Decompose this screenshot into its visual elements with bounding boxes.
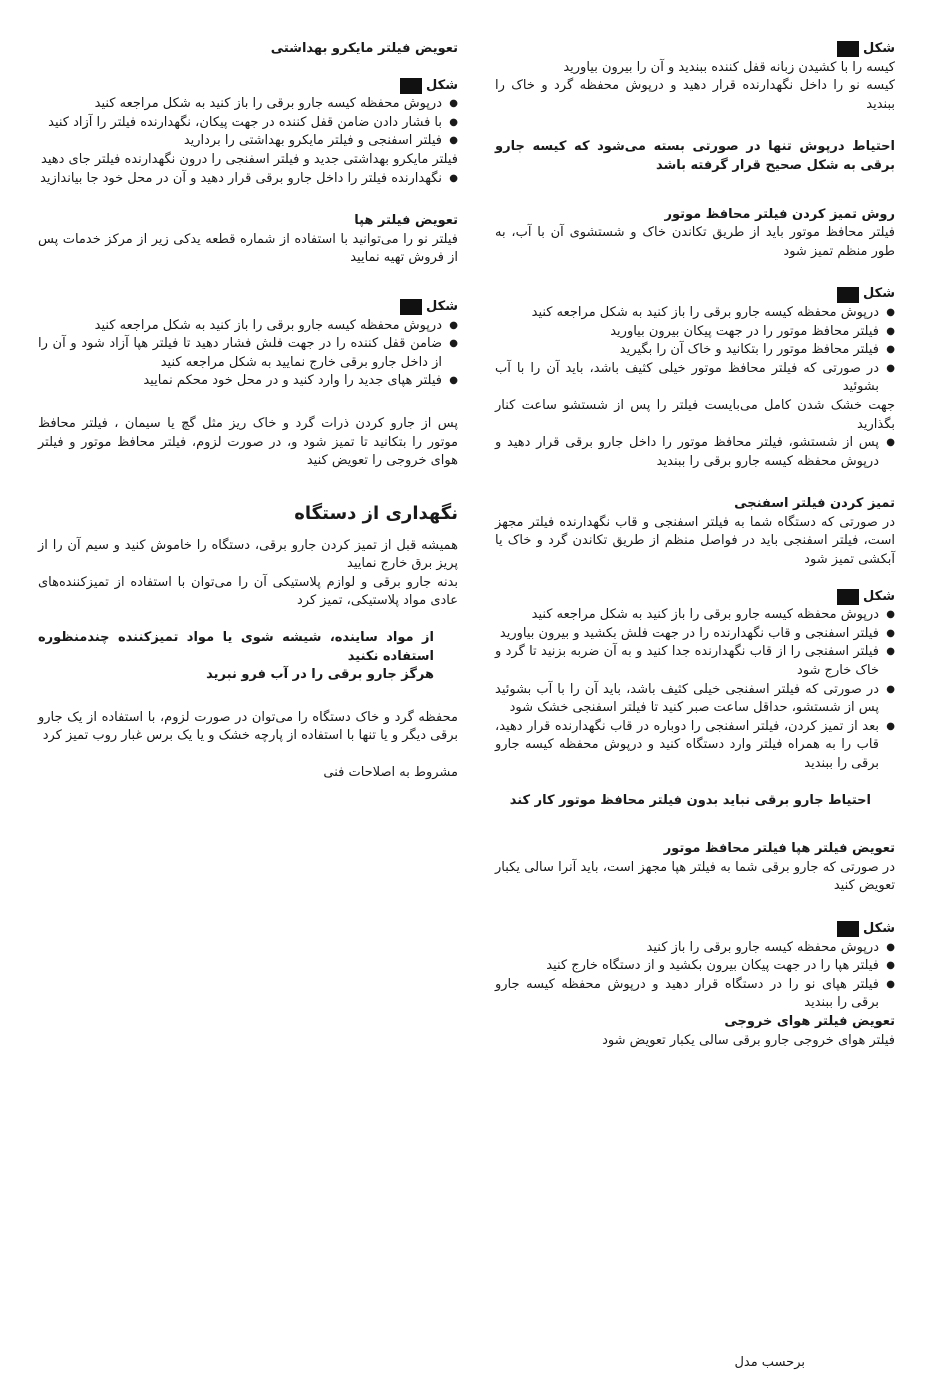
paragraph: کیسه نو را داخل نگهدارنده قرار دهید و درپوش محفظه گرد و خاک را ببندید bbox=[495, 78, 895, 112]
section-title: تعویض فیلتر هوای خروجی bbox=[724, 1013, 895, 1029]
list-item: ● درپوش محفظه کیسه جارو برقی را باز کنید bbox=[495, 939, 895, 958]
list-item: ● بعد از تمیز کردن، فیلتر اسفنجی را دوباره در قاب نگهدارنده قرار دهید، قاب را به همراه فیلتر وارد دستگاه کنید و درپوش محفظه کیسه جارو برقی را ببندید bbox=[495, 718, 895, 774]
list-item: ● درپوش محفظه کیسه جارو برقی را باز کنید به شکل مراجعه کنید bbox=[38, 317, 458, 336]
caution-note: احتیاط درپوش تنها در صورتی بسته می‌شود که کیسه جارو برقی به شکل صحیح قرار گرفته باشد bbox=[495, 139, 895, 173]
note-text: جهت خشک شدن کامل می‌بایست فیلتر را پس از شستشو ساعت کنار بگذارید bbox=[495, 397, 895, 432]
warning-note: هرگز جارو برقی را در آب فرو نبرید bbox=[206, 667, 434, 683]
figure-number-box bbox=[837, 287, 859, 303]
bullet-list bbox=[495, 304, 895, 397]
figure-label: شکل bbox=[495, 40, 895, 59]
list-item: ● فیلتر هپا را در جهت پیکان بیرون بکشید و از دستگاه خارج کنید bbox=[495, 957, 895, 976]
paragraph: فیلتر محافظ موتور باید از طریق تکاندن خاک و شستشوی آن با آب، به طور منظم تمیز شود bbox=[495, 225, 895, 259]
figure-label: شکل bbox=[495, 920, 895, 939]
section-title: تعویض فیلتر هپا فیلتر محافظ موتور bbox=[663, 841, 895, 857]
bullet-list bbox=[495, 434, 895, 471]
subject-note: مشروط به اصلاحات فنی bbox=[323, 765, 458, 781]
paragraph: همیشه قبل از تمیز کردن جارو برقی، دستگاه را خاموش کنید و سیم آن را از پریز برق خارج نمایید bbox=[38, 537, 458, 572]
list-item: ● درپوش محفظه کیسه جارو برقی را باز کنید به شکل مراجعه کنید bbox=[495, 606, 895, 625]
figure-number-box bbox=[400, 78, 422, 94]
warning-note: از مواد ساینده، شیشه شوی یا مواد تمیزکننده چندمنظوره استفاده نکنید bbox=[38, 630, 434, 664]
figure-label: شکل bbox=[495, 588, 895, 607]
note-text: فیلتر مایکرو بهداشتی جدید و فیلتر اسفنجی را درون نگهدارنده فیلتر جای دهید bbox=[41, 151, 458, 167]
footer-note: برحسب مدل bbox=[734, 1355, 805, 1370]
list-item: ● نگهدارنده فیلتر را داخل جارو برقی قرار دهید و آن در محل خود جا بیاندازید bbox=[38, 170, 458, 189]
figure-label: شکل bbox=[38, 77, 458, 96]
list-item: ● فیلتر اسفنجی و فیلتر مایکرو بهداشتی را بردارید bbox=[38, 132, 458, 151]
list-item: ● درپوش محفظه کیسه جارو برقی را باز کنید به شکل مراجعه کنید bbox=[38, 95, 458, 114]
list-item: ● فیلتر اسفنجی را از قاب نگهدارنده جدا کنید و به آن ضربه بزنید تا گرد و خاک خارج شود bbox=[495, 643, 895, 680]
list-item: ● فیلتر هپای جدید را وارد کنید و در محل خود محکم نمایید bbox=[38, 372, 458, 391]
paragraph: در صورتی که جارو برقی شما به فیلتر هپا مجهز است، باید آنرا سالی یکبار تعویض کنید bbox=[495, 859, 895, 894]
section-title: تعویض فیلتر مایکرو بهداشتی bbox=[270, 41, 458, 56]
figure-number-box bbox=[837, 589, 859, 605]
paragraph: محفظه گرد و خاک دستگاه را می‌توان در صورت لزوم، با استفاده از یک جارو برقی دیگر و یا تنها با استفاده از پارچه خشک و یا یک برس غبار روب تمیز کرد bbox=[38, 709, 458, 744]
maintenance-heading: نگهداری از دستگاه bbox=[294, 502, 458, 524]
list-item: ● با فشار دادن ضامن قفل کننده در جهت پیکان، نگهدارنده فیلتر را آزاد کنید bbox=[38, 114, 458, 133]
figure-number-box bbox=[837, 921, 859, 937]
bullet-list bbox=[495, 939, 895, 1013]
figure-label: شکل bbox=[38, 298, 458, 317]
list-item: ● فیلتر هپای نو را در دستگاه قرار دهید و درپوش محفظه کیسه جارو برقی را ببندید bbox=[495, 976, 895, 1013]
left-column bbox=[38, 40, 458, 783]
list-item: ● درپوش محفظه کیسه جارو برقی را باز کنید به شکل مراجعه کنید bbox=[495, 304, 895, 323]
figure-label: شکل bbox=[495, 285, 895, 304]
figure-number-box bbox=[400, 299, 422, 315]
paragraph: کیسه را با کشیدن زبانه قفل کننده ببندید و آن را بیرون بیاورید bbox=[563, 59, 895, 75]
list-item: ● فیلتر محافظ موتور را در جهت پیکان بیرون بیاورید bbox=[495, 323, 895, 342]
caution-note: احتیاط جارو برقی نباید بدون فیلتر محافظ موتور کار کند bbox=[509, 792, 871, 808]
list-item: ● فیلتر محافظ موتور را بتکانید و خاک آن را بگیرید bbox=[495, 341, 895, 360]
figure-number-box bbox=[837, 41, 859, 57]
paragraph: فیلتر هوای خروجی جارو برقی سالی یکبار تعویض شود bbox=[602, 1032, 895, 1048]
list-item: ● فیلتر اسفنجی و قاب نگهدارنده را در جهت فلش بکشید و بیرون بیاورید bbox=[495, 625, 895, 644]
bullet-list bbox=[38, 317, 458, 391]
paragraph: در صورتی که دستگاه شما به فیلتر اسفنجی و قاب نگهدارنده فیلتر مجهز است، فیلتر اسفنجی باید در فواصل منظم از طریق تکاندن گرد و خاک یا آبکشی تمیز شود bbox=[495, 514, 895, 568]
right-column bbox=[495, 40, 895, 1050]
bullet-list bbox=[38, 95, 458, 151]
paragraph: بدنه جارو برقی و لوازم پلاستیکی آن را می‌توان با استفاده از تمیزکننده‌های عادی مواد پلاستیکی، تمیز کرد bbox=[38, 574, 458, 609]
bullet-list bbox=[495, 606, 895, 773]
section-title: تمیز کردن فیلتر اسفنجی bbox=[734, 496, 895, 512]
list-item: ● پس از شستشو، فیلتر محافظ موتور را داخل جارو برقی قرار دهید و درپوش محفظه کیسه جارو برقی را ببندید bbox=[495, 434, 895, 471]
bullet-list bbox=[38, 170, 458, 189]
section-title: تعویض فیلتر هپا bbox=[354, 213, 458, 229]
list-item: ● در صورتی که فیلتر اسفنجی خیلی کثیف باشد، باید آن را با آب بشوئید پس از شستشو، حداقل ساعت صبر کنید تا فیلتر اسفنجی خشک شود bbox=[495, 681, 895, 718]
list-item: ● ضامن قفل کننده را در جهت فلش فشار دهید تا فیلتر هپا آزاد شود و آن را از داخل جارو برقی خارج نمایید به شکل مراجعه کنید bbox=[38, 335, 458, 372]
section-title: روش تمیز کردن فیلتر محافظ موتور bbox=[664, 206, 895, 222]
paragraph: فیلتر نو را می‌توانید با استفاده از شماره قطعه یدکی زیر از مرکز خدمات پس از فروش تهیه نمایید bbox=[38, 231, 458, 266]
list-item: ● در صورتی که فیلتر محافظ موتور خیلی کثیف باشد، باید آن را با آب بشوئید bbox=[495, 360, 895, 397]
paragraph: پس از جارو کردن ذرات گرد و خاک ریز مثل گچ یا سیمان ، فیلتر محافظ موتور را بتکانید تا تمیز شود و، در صورت لزوم، فیلتر محافظ موتور و فیلتر هوای خروجی را تعویض کنید bbox=[38, 415, 458, 469]
